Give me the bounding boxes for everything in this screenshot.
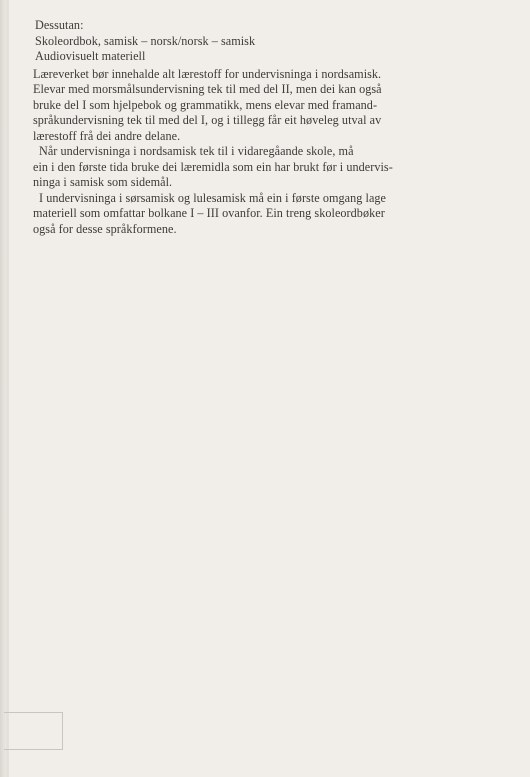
supplement-list: [33, 18, 433, 65]
list-item: Skoleordbok, samisk – norsk/norsk – samisk: [35, 33, 256, 48]
text-line: I undervisninga i sørsamisk og lulesamisk må ein i første omgang lage: [39, 190, 387, 205]
text-line: ein i den første tida bruke dei læremidla som ein har brukt før i undervis-: [33, 159, 393, 174]
text-line: Når undervisninga i nordsamisk tek til i vidaregåande skole, må: [39, 144, 354, 158]
list-heading: Dessutan:: [35, 18, 84, 32]
text-line: lærestoff frå dei andre delane.: [33, 128, 181, 143]
paragraph-upper-secondary: [33, 144, 433, 191]
page-binding-shadow: [6, 0, 9, 777]
text-line: Læreverket bør innehalde alt lærestoff for undervisninga i nordsamisk.: [33, 66, 382, 81]
paragraph-south-lule-sami: [33, 191, 433, 238]
list-item: Audiovisuelt materiell: [35, 49, 146, 63]
text-line: bruke del I som hjelpebok og grammatikk, mens elevar med framand-: [33, 97, 378, 112]
text-line: språkundervisning tek til med del I, og i tillegg får eit høveleg utval av: [33, 113, 382, 127]
scan-corner-mark: [4, 712, 63, 750]
text-line: Elevar med morsmålsundervisning tek til med del II, men dei kan også: [33, 82, 382, 96]
text-line: materiell som omfattar bolkane I – III ovanfor. Ein treng skoleordbøker: [33, 206, 385, 220]
page-text: [33, 18, 433, 237]
text-line: ninga i samisk som sidemål.: [33, 175, 173, 189]
text-line: også for desse språkformene.: [33, 221, 177, 236]
paragraph-curriculum: [33, 67, 433, 145]
